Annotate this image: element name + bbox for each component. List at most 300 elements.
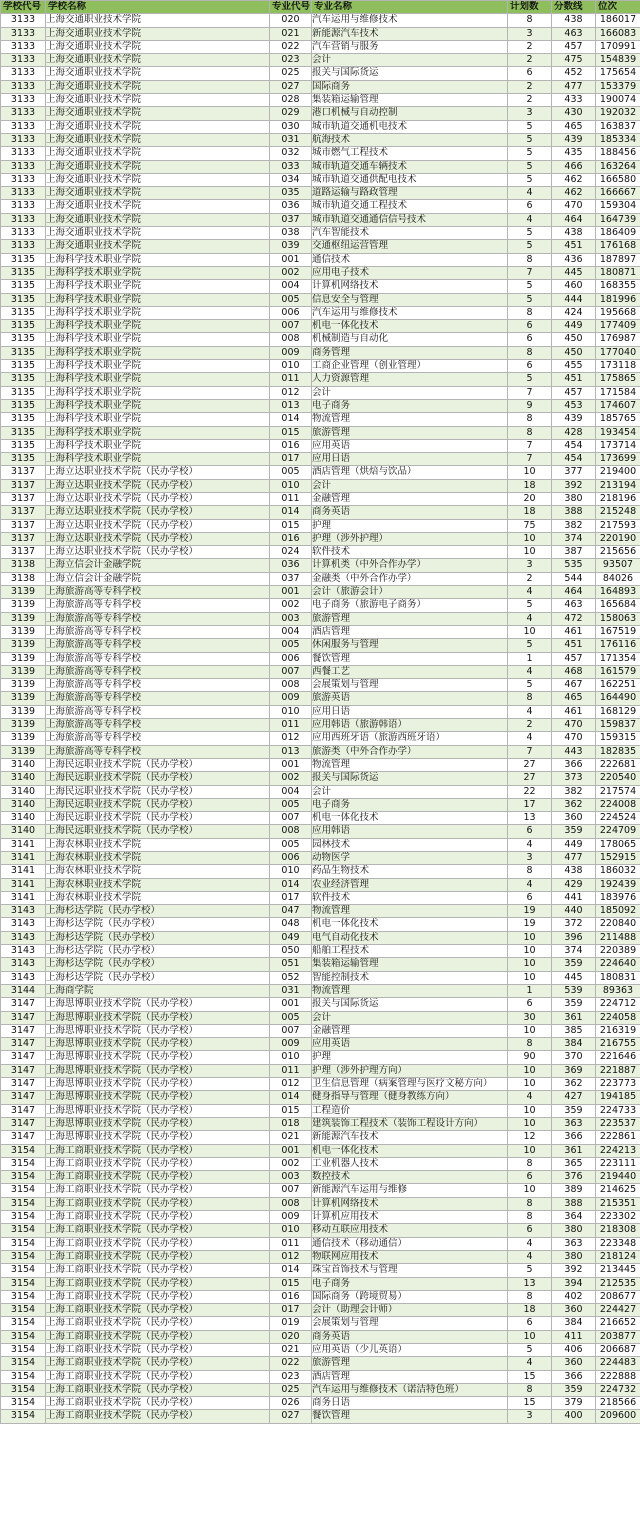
- school-code-cell: 3139: [1, 705, 46, 718]
- school-name-cell: 上海交通职业技术学院: [46, 133, 270, 146]
- plan-count-cell: 4: [508, 1357, 552, 1370]
- major-code-cell: 031: [270, 984, 312, 997]
- rank-cell: 187897: [596, 253, 640, 266]
- school-code-cell: 3138: [1, 559, 46, 572]
- table-row: [1, 665, 640, 678]
- major-name-cell: 会计（旅游会计）: [312, 586, 508, 599]
- school-name-cell: 上海科学技术职业学院: [46, 426, 270, 439]
- plan-count-cell: 5: [508, 160, 552, 173]
- rank-cell: 89363: [596, 984, 640, 997]
- score-line-cell: 460: [552, 280, 596, 293]
- major-code-cell: 001: [270, 253, 312, 266]
- school-name-cell: 上海思博职业技术学院（民办学校）: [46, 1091, 270, 1104]
- table-row: [1, 971, 640, 984]
- table-row: [1, 80, 640, 93]
- plan-count-cell: 4: [508, 732, 552, 745]
- plan-count-cell: 8: [508, 14, 552, 27]
- major-name-cell: 人力资源管理: [312, 373, 508, 386]
- school-name-cell: 上海交通职业技术学院: [46, 27, 270, 40]
- school-name-cell: 上海交通职业技术学院: [46, 173, 270, 186]
- score-line-cell: 365: [552, 1157, 596, 1170]
- rank-cell: 178065: [596, 838, 640, 851]
- major-name-cell: 城市燃气工程技术: [312, 147, 508, 160]
- school-code-cell: 3133: [1, 133, 46, 146]
- school-name-cell: 上海思博职业技术学院（民办学校）: [46, 1104, 270, 1117]
- plan-count-cell: 3: [508, 559, 552, 572]
- table-row: [1, 878, 640, 891]
- plan-count-cell: 4: [508, 1091, 552, 1104]
- major-code-cell: 022: [270, 1357, 312, 1370]
- school-name-cell: 上海旅游高等专科学校: [46, 705, 270, 718]
- score-line-cell: 455: [552, 360, 596, 373]
- plan-count-cell: 3: [508, 1410, 552, 1423]
- table-row: [1, 1317, 640, 1330]
- table-row: [1, 253, 640, 266]
- major-name-cell: 智能控制技术: [312, 971, 508, 984]
- major-code-cell: 007: [270, 1024, 312, 1037]
- plan-count-cell: 8: [508, 1290, 552, 1303]
- rank-cell: 185334: [596, 133, 640, 146]
- table-row: [1, 147, 640, 160]
- major-name-cell: 珠宝首饰技术与管理: [312, 1264, 508, 1277]
- rank-cell: 219400: [596, 466, 640, 479]
- major-name-cell: 酒店管理（烘焙与饮品）: [312, 466, 508, 479]
- table-row: [1, 945, 640, 958]
- rank-cell: 159837: [596, 719, 640, 732]
- plan-count-cell: 6: [508, 1171, 552, 1184]
- major-name-cell: 集装箱运输管理: [312, 94, 508, 107]
- school-name-cell: 上海交通职业技术学院: [46, 107, 270, 120]
- score-line-cell: 433: [552, 94, 596, 107]
- table-row: [1, 785, 640, 798]
- school-code-cell: 3147: [1, 1011, 46, 1024]
- rank-cell: 180871: [596, 266, 640, 279]
- school-name-cell: 上海交通职业技术学院: [46, 94, 270, 107]
- school-name-cell: 上海工商职业技术学院（民办学校）: [46, 1277, 270, 1290]
- rank-cell: 168355: [596, 280, 640, 293]
- major-code-cell: 035: [270, 187, 312, 200]
- rank-cell: 182835: [596, 745, 640, 758]
- major-code-cell: 031: [270, 133, 312, 146]
- school-name-cell: 上海旅游高等专科学校: [46, 692, 270, 705]
- school-name-cell: 上海民远职业技术学院（民办学校）: [46, 785, 270, 798]
- major-code-cell: 047: [270, 905, 312, 918]
- school-code-cell: 3137: [1, 506, 46, 519]
- plan-count-cell: 5: [508, 120, 552, 133]
- major-name-cell: 园林技术: [312, 838, 508, 851]
- plan-count-cell: 18: [508, 506, 552, 519]
- score-line-cell: 364: [552, 1211, 596, 1224]
- school-name-cell: 上海立信会计金融学院: [46, 572, 270, 585]
- school-code-cell: 3133: [1, 14, 46, 27]
- table-row: [1, 679, 640, 692]
- plan-count-cell: 8: [508, 1038, 552, 1051]
- school-code-cell: 3139: [1, 692, 46, 705]
- header-plan-count: 计划数: [508, 1, 552, 14]
- school-code-cell: 3154: [1, 1184, 46, 1197]
- score-line-cell: 380: [552, 492, 596, 505]
- major-name-cell: 动物医学: [312, 852, 508, 865]
- school-code-cell: 3143: [1, 958, 46, 971]
- plan-count-cell: 2: [508, 94, 552, 107]
- rank-cell: 166667: [596, 187, 640, 200]
- plan-count-cell: 5: [508, 1343, 552, 1356]
- rank-cell: 190074: [596, 94, 640, 107]
- school-code-cell: 3137: [1, 479, 46, 492]
- major-code-cell: 001: [270, 758, 312, 771]
- plan-count-cell: 8: [508, 346, 552, 359]
- score-line-cell: 362: [552, 1078, 596, 1091]
- school-code-cell: 3140: [1, 772, 46, 785]
- table-row: [1, 865, 640, 878]
- rank-cell: 159304: [596, 200, 640, 213]
- plan-count-cell: 10: [508, 931, 552, 944]
- school-code-cell: 3140: [1, 812, 46, 825]
- major-name-cell: 物联网应用技术: [312, 1250, 508, 1263]
- rank-cell: 159315: [596, 732, 640, 745]
- score-line-cell: 451: [552, 373, 596, 386]
- rank-cell: 213445: [596, 1264, 640, 1277]
- school-code-cell: 3135: [1, 320, 46, 333]
- score-line-cell: 359: [552, 1383, 596, 1396]
- score-line-cell: 402: [552, 1290, 596, 1303]
- plan-count-cell: 8: [508, 692, 552, 705]
- major-name-cell: 报关与国际货运: [312, 67, 508, 80]
- school-name-cell: 上海交通职业技术学院: [46, 160, 270, 173]
- major-code-cell: 002: [270, 599, 312, 612]
- major-code-cell: 012: [270, 386, 312, 399]
- school-code-cell: 3144: [1, 984, 46, 997]
- score-line-cell: 441: [552, 891, 596, 904]
- major-code-cell: 028: [270, 94, 312, 107]
- score-line-cell: 443: [552, 745, 596, 758]
- school-name-cell: 上海工商职业技术学院（民办学校）: [46, 1264, 270, 1277]
- major-name-cell: 移动互联应用技术: [312, 1224, 508, 1237]
- rank-cell: 162251: [596, 679, 640, 692]
- table-row: [1, 958, 640, 971]
- plan-count-cell: 10: [508, 1144, 552, 1157]
- school-name-cell: 上海工商职业技术学院（民办学校）: [46, 1317, 270, 1330]
- school-code-cell: 3137: [1, 532, 46, 545]
- major-code-cell: 029: [270, 107, 312, 120]
- score-line-cell: 461: [552, 625, 596, 638]
- rank-cell: 188456: [596, 147, 640, 160]
- school-name-cell: 上海交通职业技术学院: [46, 227, 270, 240]
- major-code-cell: 023: [270, 1370, 312, 1383]
- major-code-cell: 011: [270, 1064, 312, 1077]
- rank-cell: 218124: [596, 1250, 640, 1263]
- rank-cell: 224524: [596, 812, 640, 825]
- major-code-cell: 027: [270, 80, 312, 93]
- plan-count-cell: 5: [508, 227, 552, 240]
- table-row: [1, 173, 640, 186]
- major-name-cell: 汽车运用与维修技术（诺洁特色班）: [312, 1383, 508, 1396]
- rank-cell: 224732: [596, 1383, 640, 1396]
- school-name-cell: 上海工商职业技术学院（民办学校）: [46, 1290, 270, 1303]
- major-name-cell: 工业机器人技术: [312, 1157, 508, 1170]
- score-line-cell: 435: [552, 147, 596, 160]
- score-line-cell: 452: [552, 67, 596, 80]
- score-line-cell: 394: [552, 1277, 596, 1290]
- major-name-cell: 应用英语: [312, 1038, 508, 1051]
- major-name-cell: 通信技术（移动通信）: [312, 1237, 508, 1250]
- table-row: [1, 399, 640, 412]
- major-code-cell: 025: [270, 1383, 312, 1396]
- rank-cell: 171354: [596, 652, 640, 665]
- school-name-cell: 上海旅游高等专科学校: [46, 679, 270, 692]
- plan-count-cell: 4: [508, 705, 552, 718]
- plan-count-cell: 18: [508, 1304, 552, 1317]
- school-code-cell: 3143: [1, 931, 46, 944]
- table-row: [1, 120, 640, 133]
- major-code-cell: 014: [270, 413, 312, 426]
- school-code-cell: 3135: [1, 280, 46, 293]
- school-code-cell: 3139: [1, 599, 46, 612]
- school-code-cell: 3154: [1, 1224, 46, 1237]
- plan-count-cell: 2: [508, 40, 552, 53]
- major-code-cell: 034: [270, 173, 312, 186]
- school-name-cell: 上海思博职业技术学院（民办学校）: [46, 1131, 270, 1144]
- score-line-cell: 466: [552, 160, 596, 173]
- table-row: [1, 1051, 640, 1064]
- rank-cell: 170991: [596, 40, 640, 53]
- school-name-cell: 上海工商职业技术学院（民办学校）: [46, 1197, 270, 1210]
- plan-count-cell: 5: [508, 599, 552, 612]
- major-name-cell: 旅游管理: [312, 612, 508, 625]
- school-name-cell: 上海思博职业技术学院（民办学校）: [46, 998, 270, 1011]
- score-line-cell: 392: [552, 1264, 596, 1277]
- school-code-cell: 3147: [1, 1024, 46, 1037]
- school-code-cell: 3133: [1, 54, 46, 67]
- score-line-cell: 438: [552, 14, 596, 27]
- major-code-cell: 015: [270, 1104, 312, 1117]
- school-code-cell: 3137: [1, 519, 46, 532]
- rank-cell: 194185: [596, 1091, 640, 1104]
- school-code-cell: 3139: [1, 719, 46, 732]
- table-row: [1, 1370, 640, 1383]
- school-code-cell: 3147: [1, 1051, 46, 1064]
- major-name-cell: 汽车营销与服务: [312, 40, 508, 53]
- table-row: [1, 67, 640, 80]
- rank-cell: 217574: [596, 785, 640, 798]
- school-code-cell: 3147: [1, 998, 46, 1011]
- school-name-cell: 上海旅游高等专科学校: [46, 612, 270, 625]
- rank-cell: 192032: [596, 107, 640, 120]
- plan-count-cell: 20: [508, 492, 552, 505]
- rank-cell: 216755: [596, 1038, 640, 1051]
- score-line-cell: 382: [552, 519, 596, 532]
- school-name-cell: 上海工商职业技术学院（民办学校）: [46, 1250, 270, 1263]
- plan-count-cell: 8: [508, 426, 552, 439]
- major-code-cell: 002: [270, 772, 312, 785]
- major-name-cell: 计算机网络技术: [312, 280, 508, 293]
- score-line-cell: 449: [552, 838, 596, 851]
- school-name-cell: 上海杉达学院（民办学校）: [46, 918, 270, 931]
- plan-count-cell: 2: [508, 54, 552, 67]
- school-name-cell: 上海工商职业技术学院（民办学校）: [46, 1410, 270, 1423]
- table-row: [1, 1224, 640, 1237]
- score-line-cell: 388: [552, 1197, 596, 1210]
- table-row: [1, 1144, 640, 1157]
- plan-count-cell: 7: [508, 453, 552, 466]
- major-code-cell: 027: [270, 1410, 312, 1423]
- major-code-cell: 011: [270, 492, 312, 505]
- school-name-cell: 上海思博职业技术学院（民办学校）: [46, 1051, 270, 1064]
- major-name-cell: 应用电子技术: [312, 266, 508, 279]
- header-rank: 位次: [596, 1, 640, 14]
- school-code-cell: 3135: [1, 266, 46, 279]
- plan-count-cell: 5: [508, 639, 552, 652]
- school-code-cell: 3147: [1, 1131, 46, 1144]
- major-name-cell: 新能源汽车运用与维修: [312, 1184, 508, 1197]
- plan-count-cell: 18: [508, 479, 552, 492]
- major-name-cell: 城市轨道交通机电技术: [312, 120, 508, 133]
- major-name-cell: 护理（涉外护理）: [312, 532, 508, 545]
- plan-count-cell: 5: [508, 679, 552, 692]
- score-line-cell: 376: [552, 1171, 596, 1184]
- table-row: [1, 333, 640, 346]
- school-code-cell: 3140: [1, 825, 46, 838]
- table-row: [1, 825, 640, 838]
- school-code-cell: 3140: [1, 798, 46, 811]
- rank-cell: 217593: [596, 519, 640, 532]
- major-code-cell: 010: [270, 1051, 312, 1064]
- major-name-cell: 软件技术: [312, 891, 508, 904]
- score-line-cell: 366: [552, 758, 596, 771]
- rank-cell: 216652: [596, 1317, 640, 1330]
- school-name-cell: 上海工商职业技术学院（民办学校）: [46, 1357, 270, 1370]
- score-line-cell: 457: [552, 652, 596, 665]
- table-row: [1, 1304, 640, 1317]
- major-code-cell: 018: [270, 1117, 312, 1130]
- school-code-cell: 3154: [1, 1410, 46, 1423]
- school-name-cell: 上海旅游高等专科学校: [46, 652, 270, 665]
- school-name-cell: 上海科学技术职业学院: [46, 293, 270, 306]
- table-row: [1, 692, 640, 705]
- score-line-cell: 359: [552, 958, 596, 971]
- school-name-cell: 上海旅游高等专科学校: [46, 745, 270, 758]
- school-name-cell: 上海杉达学院（民办学校）: [46, 931, 270, 944]
- school-name-cell: 上海杉达学院（民办学校）: [46, 958, 270, 971]
- rank-cell: 221887: [596, 1064, 640, 1077]
- table-row: [1, 373, 640, 386]
- major-code-cell: 036: [270, 559, 312, 572]
- table-row: [1, 293, 640, 306]
- school-code-cell: 3139: [1, 612, 46, 625]
- score-line-cell: 359: [552, 1104, 596, 1117]
- major-code-cell: 011: [270, 373, 312, 386]
- rank-cell: 223773: [596, 1078, 640, 1091]
- rank-cell: 93507: [596, 559, 640, 572]
- school-name-cell: 上海立达职业技术学院（民办学校）: [46, 479, 270, 492]
- rank-cell: 181996: [596, 293, 640, 306]
- school-code-cell: 3139: [1, 586, 46, 599]
- major-code-cell: 014: [270, 506, 312, 519]
- school-code-cell: 3147: [1, 1104, 46, 1117]
- school-name-cell: 上海科学技术职业学院: [46, 373, 270, 386]
- score-line-cell: 372: [552, 918, 596, 931]
- plan-count-cell: 27: [508, 758, 552, 771]
- rank-cell: 164490: [596, 692, 640, 705]
- rank-cell: 219440: [596, 1171, 640, 1184]
- school-code-cell: 3143: [1, 905, 46, 918]
- table-row: [1, 1330, 640, 1343]
- score-line-cell: 360: [552, 1304, 596, 1317]
- rank-cell: 224483: [596, 1357, 640, 1370]
- school-code-cell: 3138: [1, 572, 46, 585]
- table-row: [1, 227, 640, 240]
- major-name-cell: 电子商务: [312, 798, 508, 811]
- major-name-cell: 汽车运用与维修技术: [312, 306, 508, 319]
- rank-cell: 216319: [596, 1024, 640, 1037]
- table-row: [1, 1211, 640, 1224]
- plan-count-cell: 6: [508, 998, 552, 1011]
- school-name-cell: 上海科学技术职业学院: [46, 453, 270, 466]
- plan-count-cell: 8: [508, 253, 552, 266]
- table-row: [1, 1104, 640, 1117]
- major-code-cell: 017: [270, 891, 312, 904]
- plan-count-cell: 10: [508, 1184, 552, 1197]
- plan-count-cell: 1: [508, 652, 552, 665]
- major-code-cell: 007: [270, 320, 312, 333]
- major-name-cell: 卫生信息管理（病案管理与医疗文秘方向）: [312, 1078, 508, 1091]
- table-row: [1, 27, 640, 40]
- major-code-cell: 037: [270, 213, 312, 226]
- rank-cell: 218196: [596, 492, 640, 505]
- plan-count-cell: 10: [508, 1330, 552, 1343]
- plan-count-cell: 5: [508, 133, 552, 146]
- major-name-cell: 集装箱运输管理: [312, 958, 508, 971]
- score-line-cell: 440: [552, 905, 596, 918]
- plan-count-cell: 17: [508, 798, 552, 811]
- major-name-cell: 农业经济管理: [312, 878, 508, 891]
- score-line-cell: 449: [552, 320, 596, 333]
- score-line-cell: 382: [552, 785, 596, 798]
- school-name-cell: 上海思博职业技术学院（民办学校）: [46, 1024, 270, 1037]
- major-name-cell: 国际商务（跨境贸易）: [312, 1290, 508, 1303]
- table-row: [1, 1397, 640, 1410]
- score-line-cell: 411: [552, 1330, 596, 1343]
- major-code-cell: 012: [270, 732, 312, 745]
- school-code-cell: 3154: [1, 1264, 46, 1277]
- school-name-cell: 上海工商职业技术学院（民办学校）: [46, 1304, 270, 1317]
- table-row: [1, 1131, 640, 1144]
- school-name-cell: 上海杉达学院（民办学校）: [46, 905, 270, 918]
- table-row: [1, 559, 640, 572]
- major-code-cell: 037: [270, 572, 312, 585]
- school-code-cell: 3147: [1, 1078, 46, 1091]
- school-name-cell: 上海思博职业技术学院（民办学校）: [46, 1038, 270, 1051]
- major-code-cell: 006: [270, 306, 312, 319]
- school-code-cell: 3154: [1, 1290, 46, 1303]
- school-name-cell: 上海民远职业技术学院（民办学校）: [46, 812, 270, 825]
- rank-cell: 222861: [596, 1131, 640, 1144]
- table-row: [1, 705, 640, 718]
- major-name-cell: 工商企业管理（创业管理）: [312, 360, 508, 373]
- school-name-cell: 上海农林职业技术学院: [46, 852, 270, 865]
- table-row: [1, 599, 640, 612]
- major-name-cell: 商务管理: [312, 346, 508, 359]
- score-line-cell: 366: [552, 1131, 596, 1144]
- score-line-cell: 451: [552, 240, 596, 253]
- major-code-cell: 049: [270, 931, 312, 944]
- plan-count-cell: 10: [508, 1024, 552, 1037]
- major-name-cell: 电气自动化技术: [312, 931, 508, 944]
- major-name-cell: 计算机应用技术: [312, 1211, 508, 1224]
- table-row: [1, 812, 640, 825]
- score-line-cell: 396: [552, 931, 596, 944]
- school-code-cell: 3139: [1, 639, 46, 652]
